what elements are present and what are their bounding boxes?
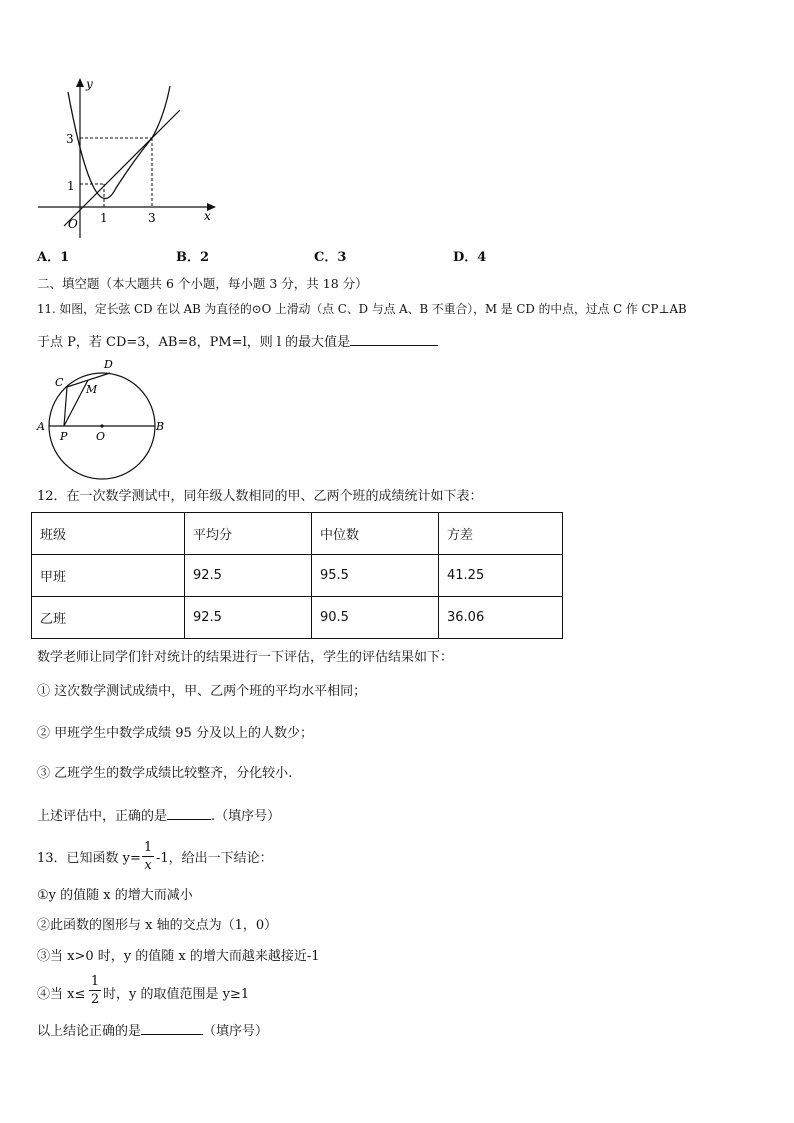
q13-answer-prefix: 以上结论正确的是 — [37, 1024, 142, 1039]
q11-line1: 11. 如图，定长弦 CD 在以 AB 为直径的⊙O 上滑动（点 C、D 与点 A、B 不重合），M 是 CD 的中点，过点 C 作 CP⊥AB — [37, 302, 687, 316]
label-c: C — [55, 376, 64, 389]
x-axis-label: x — [204, 209, 211, 223]
table-cell: 36.06 — [439, 597, 563, 639]
q13-c4-denominator: 2 — [90, 992, 100, 1007]
fraction-bar — [142, 856, 154, 857]
label-o: O — [96, 430, 106, 443]
q13-fraction — [142, 841, 154, 872]
y-tick-3: 3 — [66, 132, 74, 146]
option-a: A．1 — [37, 250, 70, 265]
line-graph — [64, 110, 180, 226]
q12-statement-2: ② 甲班学生中数学成绩 95 分及以上的人数少； — [37, 726, 313, 741]
q13-fraction-denominator: x — [144, 858, 152, 873]
q13-conclusion-1: ①y 的值随 x 的增大而减小 — [37, 888, 193, 903]
q12-answer-blank[interactable] — [167, 819, 211, 820]
q12-statement-3: ③ 乙班学生的数学成绩比较整齐，分化较小. — [37, 766, 293, 781]
table-cell: 甲班 — [32, 555, 185, 597]
header-median: 中位数 — [312, 513, 439, 555]
x-tick-1: 1 — [100, 211, 108, 225]
origin-label: O — [68, 217, 78, 231]
q13-c4-numerator: 1 — [90, 974, 100, 989]
section-title: 二、填空题（本大题共 6 个小题，每小题 3 分，共 18 分） — [37, 276, 368, 291]
q13-c4-fraction — [89, 975, 101, 1006]
table-row — [32, 555, 563, 597]
header-mean: 平均分 — [185, 513, 312, 555]
y-axis-label: y — [86, 77, 93, 91]
label-m: M — [86, 383, 98, 396]
circle-figure — [34, 356, 174, 484]
header-class: 班级 — [32, 513, 185, 555]
q11-question-text: 于点 P，若 CD=3，AB=8，PM=l，则 l 的最大值是 — [37, 335, 351, 350]
label-a: A — [37, 420, 45, 433]
q13-intro-prefix: 13．已知函数 y= — [37, 851, 141, 866]
q11-line2 — [37, 336, 438, 349]
q12-intro: 12．在一次数学测试中，同年级人数相同的甲、乙两个班的成绩统计如下表： — [37, 489, 483, 504]
table-cell: 92.5 — [185, 555, 312, 597]
q13-answer-suffix: （填序号） — [203, 1024, 269, 1039]
q12-statement-1: ① 这次数学测试成绩中，甲、乙两个班的平均水平相同； — [37, 684, 367, 699]
label-d: D — [104, 358, 113, 371]
score-table — [31, 512, 563, 639]
q13-conclusion-2: ②此函数的图形与 x 轴的交点为（1，0） — [37, 918, 278, 933]
label-p: P — [60, 430, 68, 443]
q12-evaluation-intro: 数学老师让同学们针对统计的结果进行一下评估，学生的评估结果如下： — [37, 650, 454, 665]
label-b: B — [156, 420, 165, 433]
q12-answer-prefix: 上述评估中，正确的是 — [37, 809, 168, 824]
q12-answer-line — [37, 810, 280, 823]
table-header-row — [32, 513, 563, 555]
fraction-bar — [89, 990, 101, 991]
q13-conclusion-4-prefix: ④当 x≤ — [37, 987, 86, 1002]
table-cell: 90.5 — [312, 597, 439, 639]
y-tick-1: 1 — [67, 179, 75, 193]
q13-answer-blank[interactable] — [141, 1034, 203, 1035]
q12-answer-suffix: .（填序号） — [211, 809, 281, 824]
header-variance: 方差 — [439, 513, 563, 555]
y-axis-arrow-icon — [76, 78, 84, 87]
q13-answer-line — [37, 1025, 268, 1038]
q13-fraction-numerator: 1 — [143, 840, 153, 855]
x-tick-3: 3 — [148, 211, 156, 225]
option-d: D．4 — [453, 250, 487, 265]
option-b: B．2 — [176, 250, 210, 265]
parabola-graph — [68, 86, 170, 199]
function-graph — [30, 72, 230, 240]
q11-answer-blank[interactable] — [350, 345, 438, 346]
table-cell: 95.5 — [312, 555, 439, 597]
table-row — [32, 597, 563, 639]
center-dot — [100, 424, 103, 427]
q13-intro-suffix: -1，给出一下结论： — [156, 851, 273, 866]
q13-conclusion-3: ③当 x>0 时，y 的值随 x 的增大而越来越接近-1 — [37, 949, 320, 964]
table-cell: 92.5 — [185, 597, 312, 639]
option-c: C．3 — [314, 250, 347, 265]
q13-conclusion-4-suffix: 时，y 的取值范围是 y≥1 — [103, 987, 250, 1002]
table-cell: 乙班 — [32, 597, 185, 639]
table-cell: 41.25 — [439, 555, 563, 597]
